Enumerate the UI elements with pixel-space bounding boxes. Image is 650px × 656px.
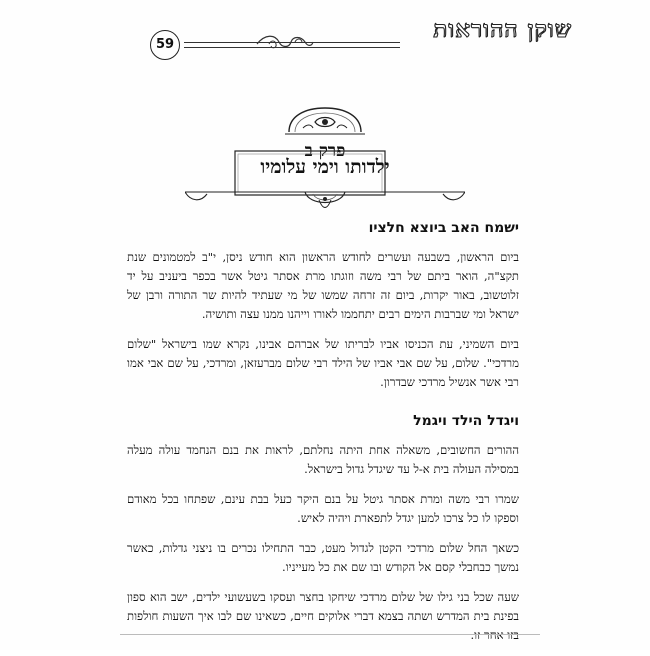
section-heading: ויגדל הילד ויגמל <box>413 413 519 429</box>
chapter-label: פרק ב <box>304 141 346 161</box>
running-title: שוקן ההוראות <box>433 16 572 43</box>
paragraph: ביום הראשון, בשבעה ועשרים לחודש הראשון הוא חודש ניסן, י"ב למטמונים שנת תקצ"ה, הואר ביתם של רבי משה וזוגתו מרת אסתר גיטל אשר בכפר ביעניב על יד זלוטשוב, באור יקרות, ביום זה זרחה שמשו של מי שעתיד להיות שר התורה ורבן של ישראל ומי שברבות הימים רבים יתחממו לאורו וייהנו ממנו עצה ותושיה. <box>127 250 519 321</box>
page-number: 59 <box>150 30 180 60</box>
chapter-top-ornament <box>285 102 365 138</box>
paragraph: שעה שכל בני גילו של שלום מרדכי שיחקו בחצר ועסקו בשעשועי ילדים, ישב הוא ספון בפינת בית המדרש ושתה בצמא דברי אלוקים חיים, כשאינו שם לבו איך השעות חולפות בזו אחר זו. <box>127 590 519 642</box>
paragraph: ביום השמיני, עת הכניסו אביו לבריתו של אברהם אבינו, נקרא שמו בישראל "שלום מרדכי". שלום, על שם אבי אביו של הילד רבי שלום מברעזאן, ומרדכי, על שם אבי אמו רבי אשר אנשיל מרדכי שבדרון. <box>127 337 519 389</box>
section-heading: ישמח האב ביוצא חלציו <box>368 220 519 236</box>
footer-rule <box>120 634 540 635</box>
page-content <box>127 220 519 656</box>
paragraph: כשאך החל שלום מרדכי הקטן לגדול מעט, כבר התחילו נכרים בו ניצני גדלות, כאשר נמשך כבחבלי קסם אל הקודש ובו שם את כל מעייניו. <box>127 541 519 574</box>
chapter-bottom-ornament <box>185 188 465 214</box>
paragraph: ההורים החשובים, משאלה אחת היתה נחלתם, לראות את בנם הנחמד עולה מעלה במסילה העולה בית א-ל עד שיגדל גדול בישראל. <box>127 443 520 476</box>
paragraph: שמרו רבי משה ומרת אסתר גיטל על בנם היקר כעל בבת עינם, שפתחו בכל מאודם וספקו לו כל צרכו למען יגדל לתפארת ויהיה לאיש. <box>127 492 519 525</box>
header-swirl-ornament <box>255 32 315 54</box>
chapter-title: ילדותו וימי עלומיו <box>260 156 390 178</box>
